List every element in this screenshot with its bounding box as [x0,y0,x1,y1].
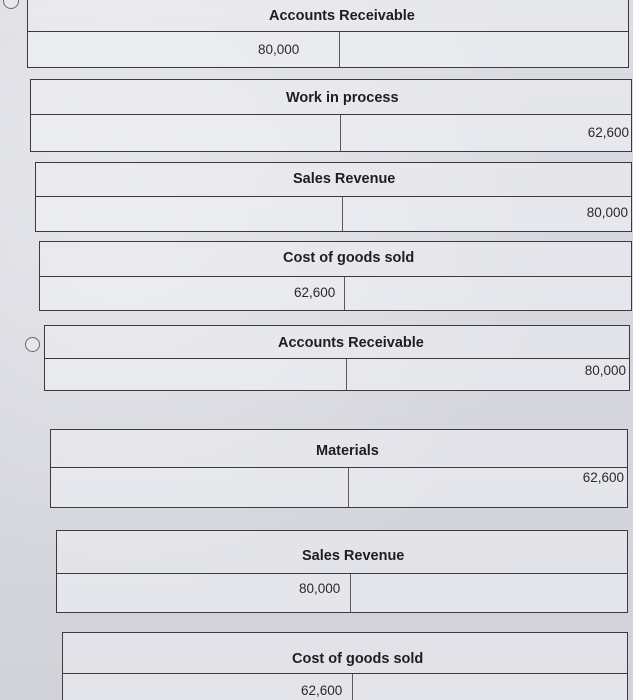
credit-cell [342,32,628,67]
t-account-row [30,114,632,152]
t-account-title: Cost of goods sold [283,250,415,266]
t-account-materials [50,429,628,508]
debit-cell [45,359,347,390]
credit-cell [353,574,627,612]
t-account-cost-of-goods-sold [39,241,632,311]
t-account-row [27,31,629,68]
t-account-title: Materials [316,443,379,459]
t-account-title: Sales Revenue [302,548,405,564]
credit-amount: 62,600 [582,470,624,485]
t-account-row [35,196,632,232]
debit-cell [63,674,353,700]
debit-cell [31,115,341,151]
t-account-title: Sales Revenue [293,171,396,187]
debit-amount: 80,000 [258,42,300,57]
credit-amount: 80,000 [584,363,626,378]
t-account-row [50,467,628,508]
t-account-title: Accounts Receivable [278,335,424,351]
debit-cell [28,32,340,67]
t-account-cost-of-goods-sold [62,632,628,700]
t-account-title: Cost of goods sold [292,651,424,667]
debit-amount: 80,000 [299,581,341,596]
t-account-accounts-receivable [44,325,630,391]
t-account-sales-revenue [35,162,632,232]
t-account-row [44,358,630,391]
t-account-title: Accounts Receivable [269,8,415,24]
credit-amount: 62,600 [587,125,629,140]
t-account-row [62,673,628,700]
credit-amount: 80,000 [586,205,628,220]
option-a-radio[interactable] [3,0,19,9]
debit-cell [40,277,345,310]
debit-cell [51,468,349,507]
debit-amount: 62,600 [294,285,336,300]
t-account-work-in-process [30,79,632,152]
t-account-title: Work in process [286,90,399,106]
credit-cell [349,359,629,390]
debit-amount: 62,600 [301,683,343,698]
credit-cell [347,277,631,310]
t-account-row [39,276,632,311]
option-b-radio[interactable] [25,337,40,352]
credit-cell [345,197,631,231]
credit-cell [351,468,627,507]
credit-cell [343,115,631,151]
t-account-accounts-receivable [27,0,629,68]
credit-cell [355,674,627,700]
debit-cell [57,574,351,612]
debit-cell [36,197,343,231]
t-account-row [56,573,628,613]
t-account-sales-revenue [56,530,628,613]
